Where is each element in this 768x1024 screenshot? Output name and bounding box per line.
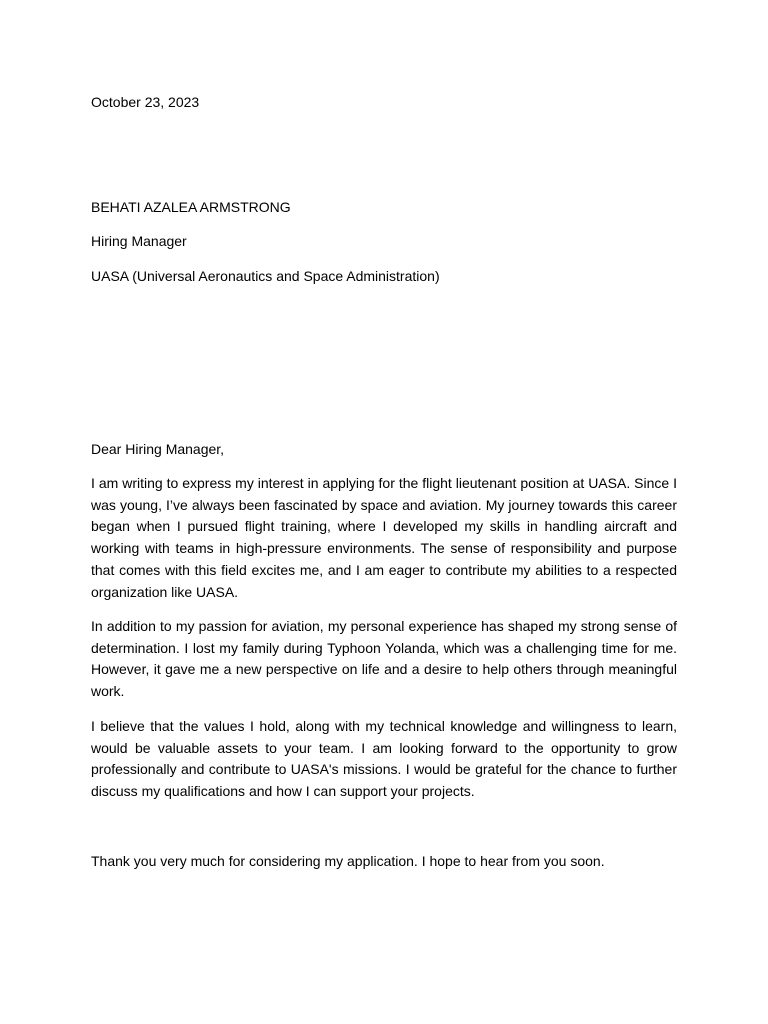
closing-line: Thank you very much for considering my application. I hope to hear from you soon. <box>91 853 605 869</box>
letter-date: October 23, 2023 <box>91 94 200 110</box>
body-paragraph: In addition to my passion for aviation, my personal experience has shaped my strong sense of determination. I lost my family during Typhoon Yolanda, which was a challenging time for me. However, it gave me a new perspective on life and a desire to help others through meaningful work. <box>91 618 677 700</box>
salutation: Dear Hiring Manager, <box>91 441 225 457</box>
recipient-name: BEHATI AZALEA ARMSTRONG <box>91 199 291 215</box>
body-paragraph: I believe that the values I hold, along with my technical knowledge and willingness to learn, would be valuable assets to your team. I am looking forward to the opportunity to grow professionally and contribute to UASA's missions. I would be grateful for the chance to further discuss my qualifications and how I can support your projects. <box>91 718 677 800</box>
body-paragraph: I am writing to express my interest in applying for the flight lieutenant position at UASA. Since I was young, I’ve always been fascinated by space and aviation. My journey towards this career began when I pursued flight training, where I developed my skills in handling aircraft and working with teams in high-pressure environments. The sense of responsibility and purpose that comes with this field excites me, and I am eager to contribute my abilities to a respected organization like UASA. <box>91 475 677 600</box>
recipient-organization: UASA (Universal Aeronautics and Space Administration) <box>91 268 440 284</box>
recipient-title: Hiring Manager <box>91 233 187 249</box>
